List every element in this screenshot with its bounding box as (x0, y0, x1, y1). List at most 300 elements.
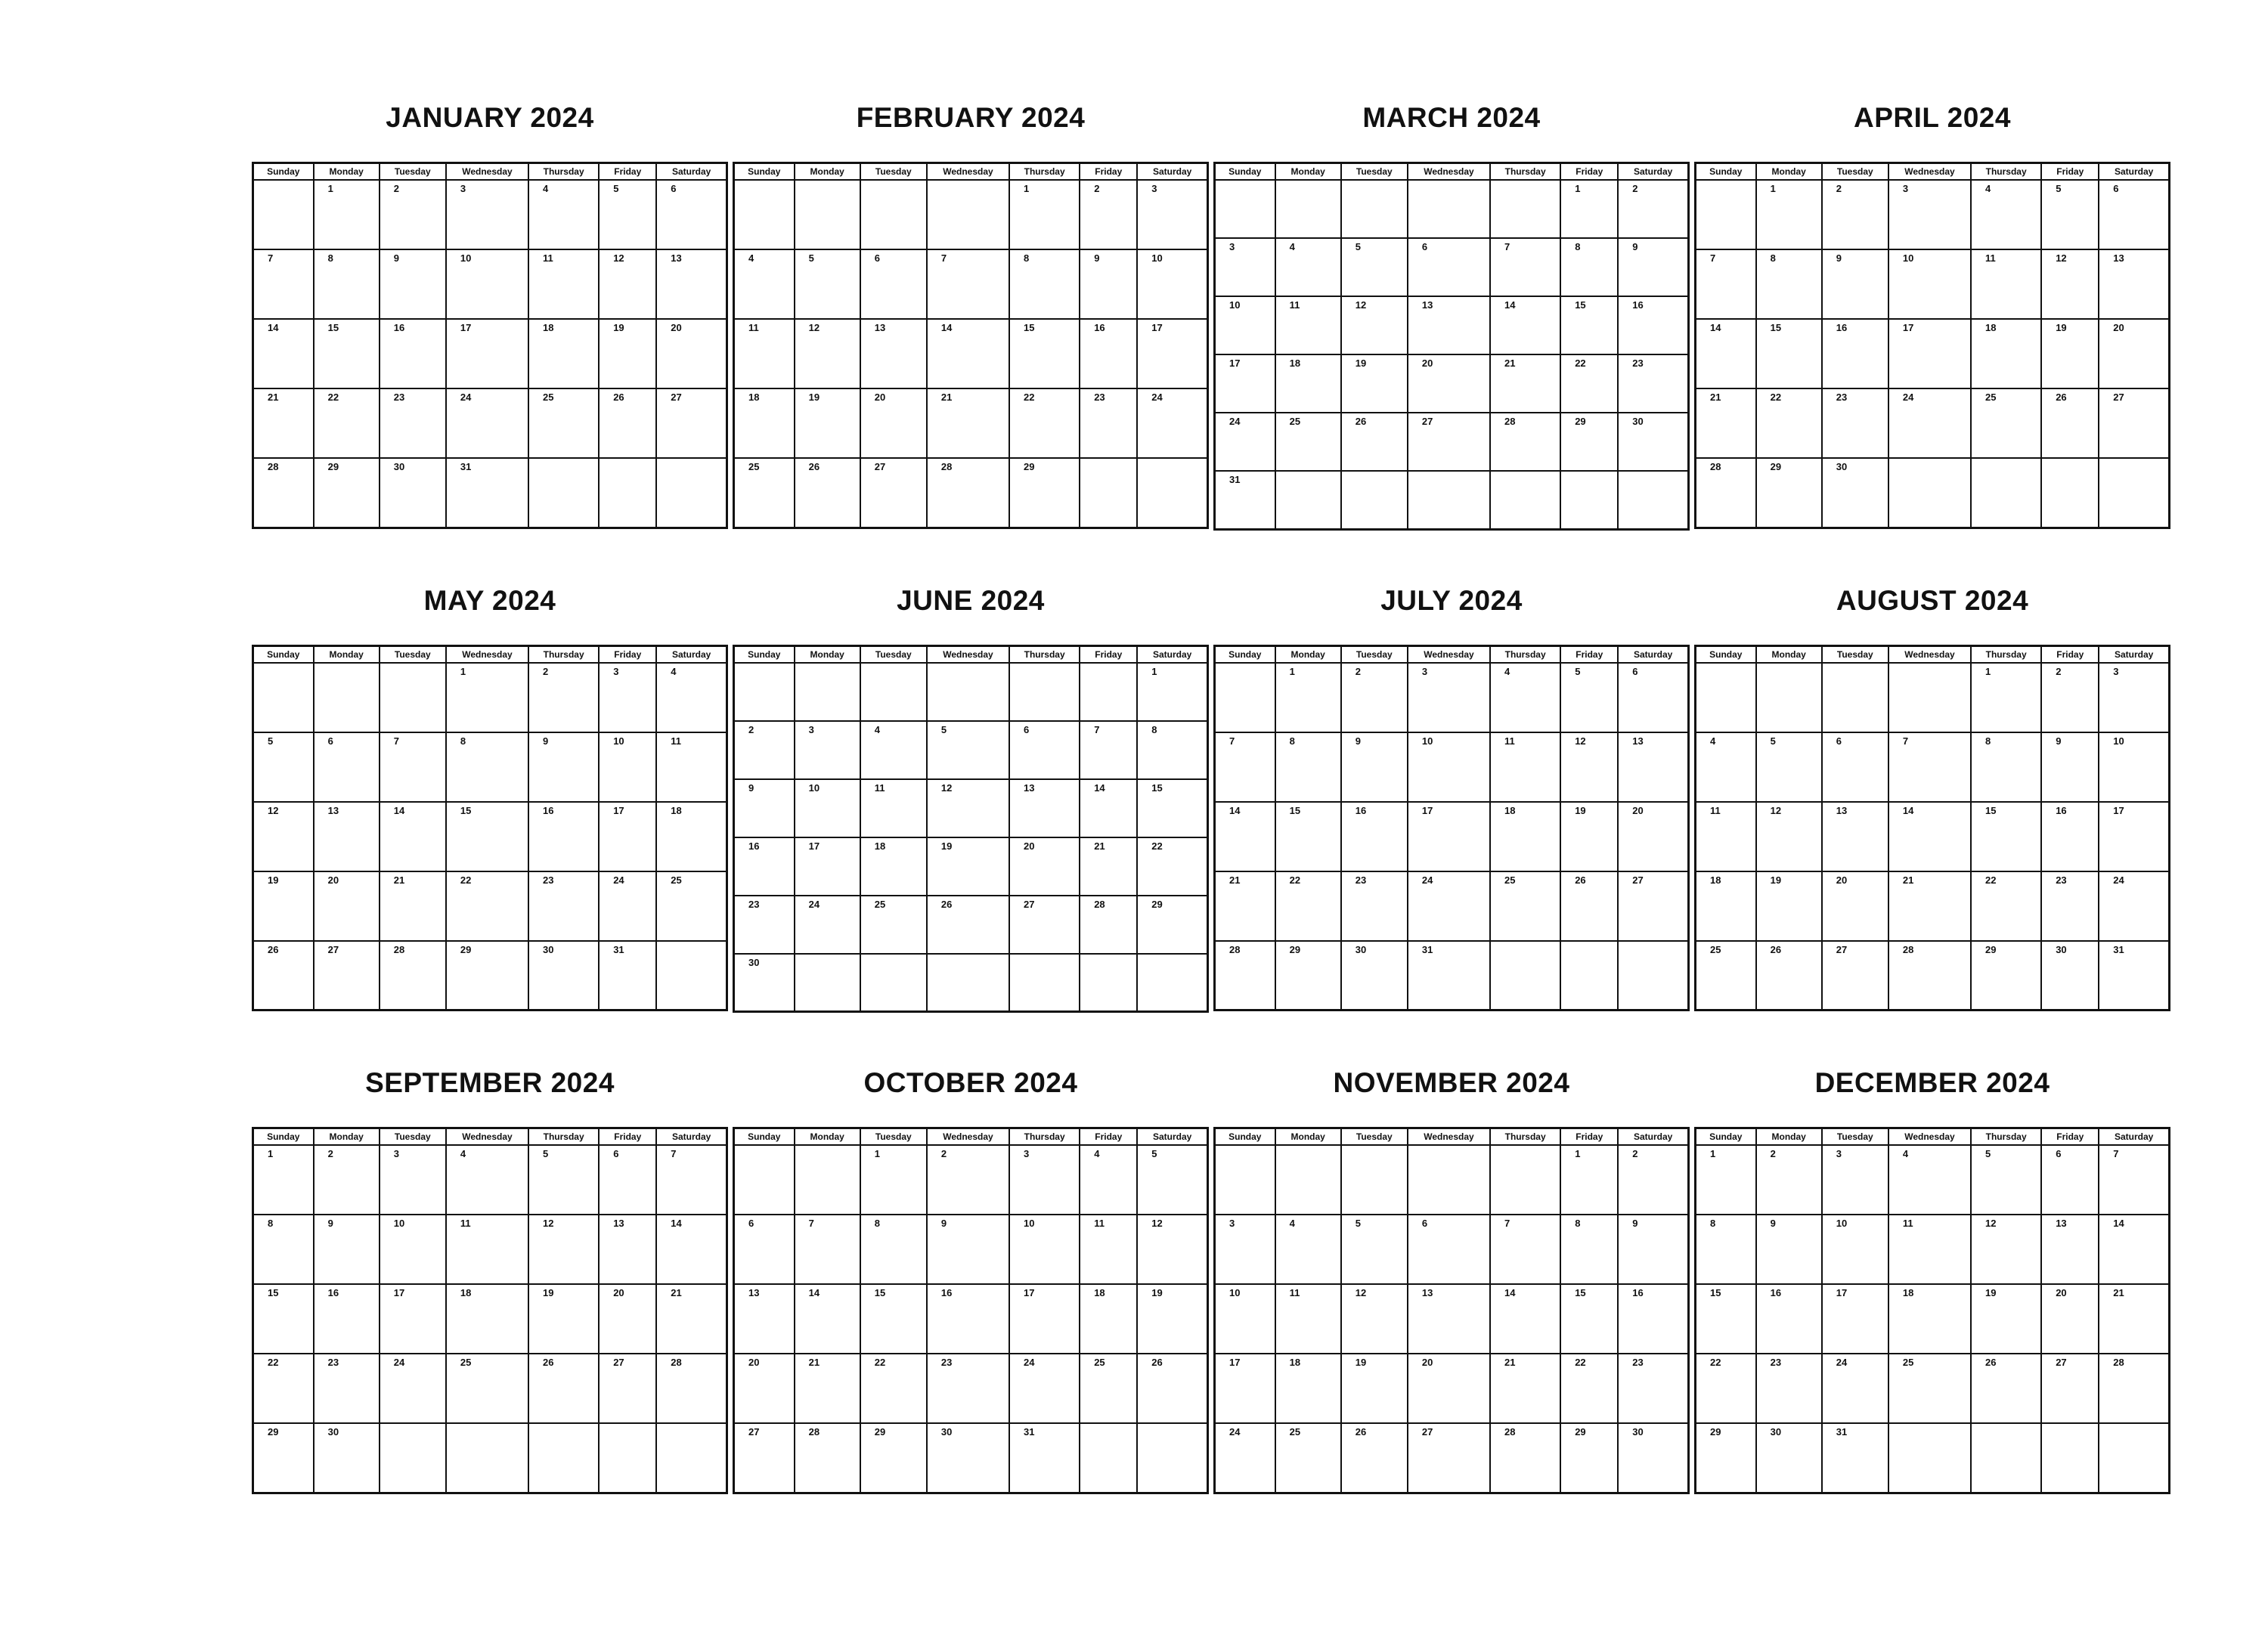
day-cell: 26 (1341, 413, 1408, 471)
week-row (253, 1284, 727, 1354)
day-cell (2041, 458, 2099, 528)
day-cell (253, 663, 314, 732)
weekday-header: Tuesday (380, 163, 446, 181)
week-row (253, 319, 727, 388)
day-cell (1009, 954, 1080, 1012)
day-cell: 15 (253, 1284, 314, 1354)
month-table (1694, 162, 2170, 529)
day-cell (1137, 458, 1207, 528)
day-cell (528, 1423, 599, 1493)
day-cell (860, 954, 927, 1012)
day-cell (656, 1423, 727, 1493)
week-row (1696, 1423, 2170, 1493)
weekday-header: Sunday (1215, 1128, 1275, 1146)
day-cell: 21 (1080, 837, 1137, 896)
day-cell (795, 180, 860, 249)
day-cell (1490, 180, 1560, 238)
day-cell: 27 (1009, 896, 1080, 954)
month-block (733, 1054, 1209, 1494)
day-cell: 15 (860, 1284, 927, 1354)
week-row (1215, 1215, 1689, 1284)
day-cell: 8 (446, 732, 528, 802)
day-cell: 8 (1560, 1215, 1618, 1284)
day-cell: 12 (795, 319, 860, 388)
day-cell: 27 (1408, 413, 1490, 471)
day-cell: 15 (1009, 319, 1080, 388)
day-cell: 9 (1618, 238, 1688, 296)
day-cell: 22 (1137, 837, 1207, 896)
day-cell (1080, 663, 1137, 721)
day-cell: 19 (927, 837, 1009, 896)
day-cell: 26 (927, 896, 1009, 954)
weekday-header: Tuesday (860, 1128, 927, 1146)
weekday-header: Friday (1560, 1128, 1618, 1146)
day-cell: 23 (1618, 1354, 1688, 1423)
day-cell: 5 (599, 180, 656, 249)
day-cell (1408, 180, 1490, 238)
day-cell: 22 (1971, 871, 2041, 941)
day-cell: 5 (253, 732, 314, 802)
week-row (253, 802, 727, 871)
month-table (252, 1127, 728, 1494)
day-cell: 9 (1341, 732, 1408, 802)
day-cell: 17 (1215, 1354, 1275, 1423)
weekday-header-row (253, 1128, 727, 1146)
day-cell: 19 (528, 1284, 599, 1354)
day-cell (860, 180, 927, 249)
weekday-header: Friday (2041, 163, 2099, 181)
day-cell: 29 (1560, 1423, 1618, 1493)
month-block (733, 89, 1209, 531)
day-cell (795, 663, 860, 721)
day-cell (253, 180, 314, 249)
day-cell: 18 (528, 319, 599, 388)
day-cell: 31 (446, 458, 528, 528)
weekday-header: Thursday (528, 645, 599, 663)
day-cell: 13 (1408, 1284, 1490, 1354)
weekday-header-row (253, 163, 727, 181)
day-cell (2099, 1423, 2169, 1493)
day-cell (656, 941, 727, 1010)
month-table (252, 645, 728, 1012)
day-cell (1888, 663, 1971, 732)
week-row (1215, 471, 1689, 529)
day-cell: 1 (1137, 663, 1207, 721)
day-cell: 3 (1137, 180, 1207, 249)
day-cell: 14 (1490, 296, 1560, 354)
day-cell: 27 (734, 1423, 795, 1493)
weekday-header: Monday (795, 645, 860, 663)
month-title: NOVEMBER 2024 (1333, 1067, 1570, 1098)
day-cell: 28 (1490, 1423, 1560, 1493)
day-cell: 4 (1080, 1145, 1137, 1215)
day-cell: 31 (599, 941, 656, 1010)
day-cell (1490, 1145, 1560, 1215)
day-cell: 14 (656, 1215, 727, 1284)
day-cell: 17 (1009, 1284, 1080, 1354)
day-cell: 5 (1971, 1145, 2041, 1215)
day-cell: 1 (446, 663, 528, 732)
day-cell: 13 (1408, 296, 1490, 354)
day-cell: 29 (1275, 941, 1341, 1010)
day-cell: 13 (1009, 779, 1080, 837)
day-cell: 23 (734, 896, 795, 954)
day-cell: 20 (1618, 802, 1688, 871)
day-cell (1756, 663, 1822, 732)
weekday-header: Friday (599, 163, 656, 181)
weekday-header: Monday (1756, 1128, 1822, 1146)
day-cell: 30 (1822, 458, 1888, 528)
day-cell: 11 (656, 732, 727, 802)
day-cell (1275, 471, 1341, 529)
day-cell: 1 (1756, 180, 1822, 249)
day-cell: 9 (2041, 732, 2099, 802)
day-cell: 12 (1137, 1215, 1207, 1284)
week-row (1696, 388, 2170, 458)
day-cell: 4 (860, 721, 927, 779)
day-cell: 19 (1756, 871, 1822, 941)
day-cell: 17 (1137, 319, 1207, 388)
day-cell: 10 (446, 249, 528, 319)
weekday-header: Monday (1275, 645, 1341, 663)
weekday-header: Friday (599, 645, 656, 663)
weekday-header-row (734, 645, 1208, 663)
weekday-header: Tuesday (1341, 1128, 1408, 1146)
week-row (1215, 1423, 1689, 1493)
week-row (253, 180, 727, 249)
week-row (253, 871, 727, 941)
day-cell: 18 (1275, 354, 1341, 413)
day-cell: 5 (1137, 1145, 1207, 1215)
day-cell (1341, 180, 1408, 238)
weekday-header: Friday (2041, 645, 2099, 663)
day-cell: 25 (1275, 413, 1341, 471)
day-cell (528, 458, 599, 528)
weekday-header: Monday (1756, 163, 1822, 181)
day-cell: 20 (2099, 319, 2169, 388)
day-cell: 26 (1971, 1354, 2041, 1423)
day-cell: 30 (1618, 1423, 1688, 1493)
weekday-header: Saturday (1618, 1128, 1688, 1146)
day-cell: 15 (1275, 802, 1341, 871)
day-cell (1822, 663, 1888, 732)
weekday-header: Monday (795, 1128, 860, 1146)
day-cell: 6 (656, 180, 727, 249)
day-cell (795, 1145, 860, 1215)
day-cell: 8 (1696, 1215, 1756, 1284)
day-cell: 22 (1560, 354, 1618, 413)
week-row (1696, 1215, 2170, 1284)
week-row (734, 837, 1208, 896)
day-cell: 7 (1888, 732, 1971, 802)
day-cell: 15 (1560, 296, 1618, 354)
day-cell: 4 (1275, 238, 1341, 296)
day-cell: 7 (1490, 1215, 1560, 1284)
month-title: JULY 2024 (1380, 584, 1523, 616)
weekday-header: Sunday (253, 163, 314, 181)
day-cell: 20 (599, 1284, 656, 1354)
day-cell (1888, 458, 1971, 528)
weekday-header-row (1696, 645, 2170, 663)
weekday-header: Saturday (1137, 1128, 1207, 1146)
day-cell (2099, 458, 2169, 528)
day-cell: 29 (314, 458, 380, 528)
day-cell: 15 (1756, 319, 1822, 388)
day-cell: 28 (795, 1423, 860, 1493)
day-cell: 22 (1560, 1354, 1618, 1423)
weekday-header: Thursday (528, 163, 599, 181)
day-cell: 8 (314, 249, 380, 319)
weekday-header-row (253, 645, 727, 663)
weekday-header: Tuesday (380, 645, 446, 663)
day-cell: 16 (1618, 1284, 1688, 1354)
weekday-header: Sunday (734, 645, 795, 663)
day-cell: 11 (1888, 1215, 1971, 1284)
week-row (734, 1284, 1208, 1354)
day-cell: 8 (1971, 732, 2041, 802)
day-cell: 9 (1618, 1215, 1688, 1284)
week-row (1215, 1145, 1689, 1215)
day-cell: 18 (860, 837, 927, 896)
day-cell (1275, 1145, 1341, 1215)
day-cell: 16 (1341, 802, 1408, 871)
day-cell: 6 (599, 1145, 656, 1215)
month-title: MARCH 2024 (1362, 102, 1541, 133)
day-cell (860, 663, 927, 721)
day-cell: 30 (1618, 413, 1688, 471)
day-cell (1137, 954, 1207, 1012)
week-row (1696, 1354, 2170, 1423)
day-cell: 23 (314, 1354, 380, 1423)
weekday-header: Friday (1080, 1128, 1137, 1146)
day-cell: 19 (253, 871, 314, 941)
day-cell: 13 (1822, 802, 1888, 871)
month-table (1213, 162, 1690, 531)
weekday-header: Saturday (1618, 163, 1688, 181)
day-cell: 22 (446, 871, 528, 941)
day-cell (734, 663, 795, 721)
day-cell: 8 (1275, 732, 1341, 802)
day-cell (734, 180, 795, 249)
week-row (1215, 180, 1689, 238)
day-cell: 1 (1009, 180, 1080, 249)
day-cell: 13 (599, 1215, 656, 1284)
day-cell: 24 (1215, 1423, 1275, 1493)
day-cell: 6 (1618, 663, 1688, 732)
day-cell: 2 (1080, 180, 1137, 249)
day-cell: 27 (860, 458, 927, 528)
day-cell (1490, 471, 1560, 529)
day-cell: 9 (927, 1215, 1009, 1284)
day-cell: 10 (599, 732, 656, 802)
weekday-header: Tuesday (1341, 163, 1408, 181)
weekday-header-row (734, 163, 1208, 181)
day-cell: 12 (1756, 802, 1822, 871)
month-title: SEPTEMBER 2024 (365, 1067, 615, 1098)
day-cell: 20 (314, 871, 380, 941)
day-cell (1215, 663, 1275, 732)
week-row (734, 180, 1208, 249)
week-row (734, 1423, 1208, 1493)
month-title: AUGUST 2024 (1836, 584, 2029, 616)
day-cell: 19 (795, 388, 860, 458)
day-cell: 18 (1888, 1284, 1971, 1354)
month-table (1694, 645, 2170, 1012)
day-cell: 17 (1822, 1284, 1888, 1354)
month-table (733, 645, 1209, 1014)
day-cell: 29 (1009, 458, 1080, 528)
month-block (1694, 572, 2170, 1014)
day-cell: 15 (1696, 1284, 1756, 1354)
day-cell: 13 (2099, 249, 2169, 319)
day-cell: 23 (1618, 354, 1688, 413)
day-cell: 2 (734, 721, 795, 779)
day-cell: 10 (1009, 1215, 1080, 1284)
day-cell: 17 (1888, 319, 1971, 388)
day-cell (599, 458, 656, 528)
day-cell: 8 (253, 1215, 314, 1284)
weekday-header: Saturday (1618, 645, 1688, 663)
day-cell: 25 (1080, 1354, 1137, 1423)
day-cell: 20 (1822, 871, 1888, 941)
day-cell: 19 (2041, 319, 2099, 388)
month-block (1213, 572, 1690, 1014)
month-title: FEBRUARY 2024 (856, 102, 1086, 133)
day-cell: 2 (1618, 1145, 1688, 1215)
day-cell: 16 (1618, 296, 1688, 354)
week-row (734, 319, 1208, 388)
day-cell: 18 (446, 1284, 528, 1354)
week-row (1215, 354, 1689, 413)
day-cell: 19 (599, 319, 656, 388)
weekday-header: Sunday (734, 1128, 795, 1146)
day-cell: 24 (2099, 871, 2169, 941)
day-cell: 27 (2041, 1354, 2099, 1423)
day-cell: 23 (927, 1354, 1009, 1423)
day-cell (1275, 180, 1341, 238)
weekday-header: Sunday (1215, 163, 1275, 181)
day-cell: 27 (1408, 1423, 1490, 1493)
day-cell: 7 (1696, 249, 1756, 319)
month-table (252, 162, 728, 529)
day-cell: 17 (795, 837, 860, 896)
day-cell: 7 (656, 1145, 727, 1215)
day-cell: 28 (253, 458, 314, 528)
day-cell: 3 (599, 663, 656, 732)
day-cell: 23 (1822, 388, 1888, 458)
day-cell: 12 (2041, 249, 2099, 319)
day-cell: 28 (380, 941, 446, 1010)
day-cell: 22 (1009, 388, 1080, 458)
day-cell (380, 663, 446, 732)
day-cell (1696, 180, 1756, 249)
day-cell: 13 (2041, 1215, 2099, 1284)
day-cell: 3 (2099, 663, 2169, 732)
day-cell: 25 (1490, 871, 1560, 941)
day-cell: 12 (1971, 1215, 2041, 1284)
day-cell: 30 (1341, 941, 1408, 1010)
week-row (253, 1354, 727, 1423)
day-cell: 30 (314, 1423, 380, 1493)
day-cell (1971, 458, 2041, 528)
day-cell (1215, 1145, 1275, 1215)
week-row (1215, 871, 1689, 941)
day-cell: 9 (1756, 1215, 1822, 1284)
day-cell: 25 (446, 1354, 528, 1423)
day-cell: 28 (2099, 1354, 2169, 1423)
day-cell: 11 (734, 319, 795, 388)
day-cell: 22 (1696, 1354, 1756, 1423)
day-cell: 17 (2099, 802, 2169, 871)
day-cell: 20 (1408, 1354, 1490, 1423)
day-cell: 8 (1009, 249, 1080, 319)
day-cell: 28 (1080, 896, 1137, 954)
weekday-header: Thursday (1490, 645, 1560, 663)
month-title: MAY 2024 (423, 584, 556, 616)
day-cell: 26 (1560, 871, 1618, 941)
day-cell: 20 (656, 319, 727, 388)
weekday-header: Saturday (2099, 163, 2169, 181)
week-row (1696, 180, 2170, 249)
week-row (1215, 296, 1689, 354)
day-cell: 16 (1756, 1284, 1822, 1354)
day-cell: 25 (656, 871, 727, 941)
day-cell: 5 (927, 721, 1009, 779)
day-cell: 4 (446, 1145, 528, 1215)
day-cell: 15 (1137, 779, 1207, 837)
day-cell (446, 1423, 528, 1493)
day-cell: 10 (1137, 249, 1207, 319)
weekday-header: Thursday (528, 1128, 599, 1146)
day-cell: 5 (2041, 180, 2099, 249)
day-cell: 10 (2099, 732, 2169, 802)
week-row (1696, 1145, 2170, 1215)
day-cell: 1 (1696, 1145, 1756, 1215)
week-row (1696, 663, 2170, 732)
week-row (734, 1145, 1208, 1215)
year-calendar-grid (252, 89, 2172, 1494)
month-title: JUNE 2024 (897, 584, 1045, 616)
day-cell: 9 (734, 779, 795, 837)
day-cell: 20 (1009, 837, 1080, 896)
weekday-header: Wednesday (927, 163, 1009, 181)
week-row (734, 1215, 1208, 1284)
day-cell: 26 (528, 1354, 599, 1423)
day-cell: 3 (1822, 1145, 1888, 1215)
day-cell: 29 (1137, 896, 1207, 954)
day-cell: 11 (528, 249, 599, 319)
weekday-header: Saturday (656, 645, 727, 663)
weekday-header: Sunday (253, 1128, 314, 1146)
day-cell: 19 (1137, 1284, 1207, 1354)
week-row (1215, 802, 1689, 871)
day-cell: 23 (1080, 388, 1137, 458)
day-cell: 7 (2099, 1145, 2169, 1215)
day-cell: 15 (1560, 1284, 1618, 1354)
weekday-header: Wednesday (927, 645, 1009, 663)
week-row (1696, 458, 2170, 528)
day-cell: 11 (1490, 732, 1560, 802)
week-row (1696, 249, 2170, 319)
day-cell: 27 (1618, 871, 1688, 941)
weekday-header: Sunday (734, 163, 795, 181)
day-cell (734, 1145, 795, 1215)
day-cell: 23 (380, 388, 446, 458)
day-cell: 16 (927, 1284, 1009, 1354)
day-cell: 1 (253, 1145, 314, 1215)
month-block (252, 89, 728, 531)
day-cell: 24 (1888, 388, 1971, 458)
